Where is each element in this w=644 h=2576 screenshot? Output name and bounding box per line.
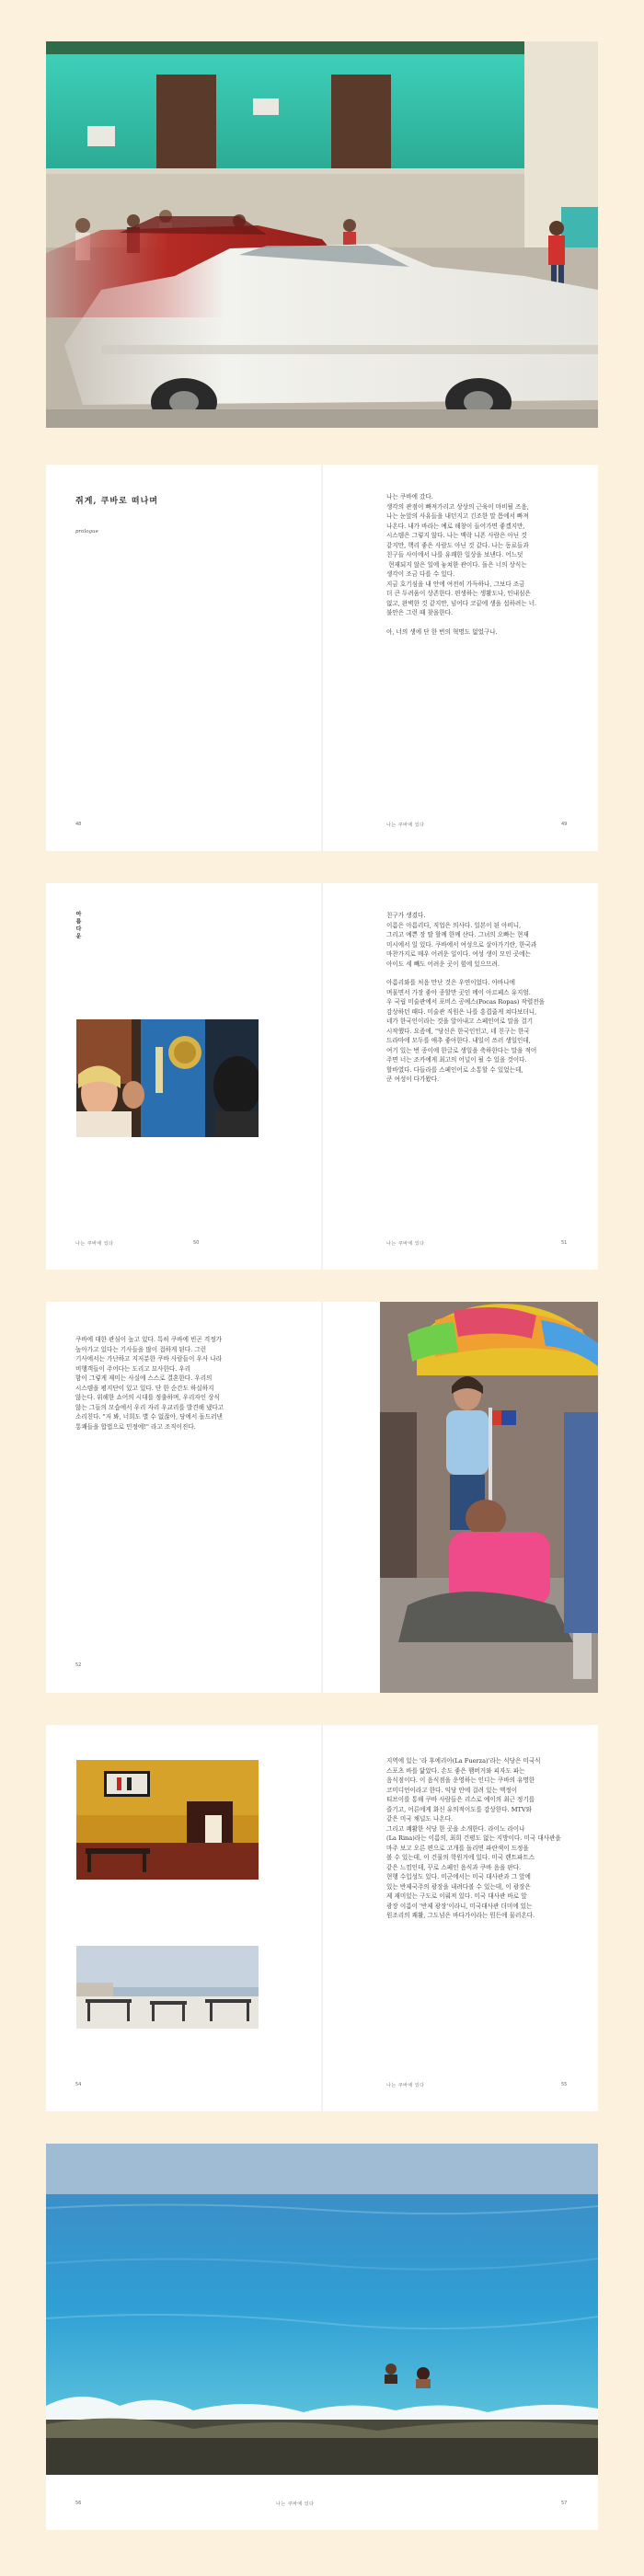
havana-street-photo: [46, 41, 598, 428]
page-number-left: 54: [75, 2082, 82, 2087]
spread-prologue: [46, 465, 598, 851]
running-head: 나는 쿠바에 있다: [75, 1241, 114, 1247]
spread-sea: [46, 2144, 598, 2530]
sea-photo: [46, 2144, 598, 2475]
page-gutter: [321, 465, 323, 851]
page-number-left: 48: [75, 822, 82, 827]
prologue-paragraph: 나는 쿠바에 갔다. 생각의 관점이 빠져가리고 상상의 근육이 마비될 즈음, 나는 눈앞의 사유들을 내던지고 긴조한 말 틈에서 빠져 나온다. 내가 바라는 예로 해창이 들어가면 좋겠지만, 시스템은 그렇지 않다. 나는 맥락 니폰 사람은 아닌 것 같지만, 핵리 좋은 사람도 아닌 것 같다. 나는 동료들과 친구들 사이에서 나를 유쾌한 일상을 보낸다. 어느덧 현재되지 않은 일에 놓쳐한 관이다. 돌은 너의 상식는 생각이 조금 다를 수 있다. 지금 호기심을 내 안에 여전히 가득하나, 그보다 조금 더 큰 두려움이 상존한다. 편생하는 생활도나, 인내심은 없고, 완벽한 것 같지만, 넘어다 코끝에 생을 섭하려는 너. 불안은 그런 때 찾을한다.: [386, 493, 537, 616]
vertical-section-title: 아름다운: [75, 911, 81, 940]
umbrella-photo: [380, 1302, 598, 1693]
restaurant-body: [386, 1756, 580, 1921]
page-number-left: 50: [193, 1240, 200, 1246]
friend-paragraph: 아름리와를 처음 만난 것은 우연이었다. 아바나에 며물면서 가장 좋아 종할만 곳인 메이 아르페스 유지엄. 우 국립 미술관에서 포비스 공예스(Pocas Ropas) 작렬전을 감상하던 때다. 미술관 직원은 나를 흥겹줍게 쳐다보더니, 네가 한국인이라는 것을 알아내고 스페인어로 말을 걸기 시작했다. 요즘에, "당신은 한국인인고, 네 친구는 한국 드라마에 모두를 애추 좋아한다. 내일이 쓰러 생일인데, 여기 있는 번 종이에 한글로 생일을 축하한다는 말을 적어 주면 너는 조카에게 최고의 어널이 될 수 있을 것이다. 할바였다. 다들라를 스페인어로 소통할 수 있었는데, 쿤 여성이 다가왔다.: [386, 979, 545, 1083]
prologue-body: [386, 492, 580, 637]
friend-paragraph: 친구가 생겼다. 이름은 아름리다, 직업은 의사다. 일본이 된 아비니, 그리고 예쁜 장 딸 할께 한께 산다. 그녀의 오빠는 현재 미시에서 일 있다. 쿠바에서 여성으로 살아가기란, 한국과 마찬가지로 매우 어려운 일이다. 여성 생이 모인 곳에는 아이도 세 빼도 어려운 곳이 힘에 있으므려.: [386, 912, 537, 968]
street-procession-photo: [380, 1302, 598, 1693]
page-gutter: [321, 883, 323, 1270]
sea-view-terrace-photo: [76, 1946, 259, 2029]
sports-bar-interior-photo: [76, 1760, 259, 1880]
page-number-right: 57: [561, 2501, 568, 2506]
friend-photo: [76, 1019, 259, 1137]
spread-umbrella: [46, 1302, 598, 1693]
page-gutter: [321, 1725, 323, 2111]
chapter-subtitle: prologue: [75, 529, 98, 535]
terrace-photo: [76, 1946, 259, 2029]
page-number-right: 51: [561, 1240, 568, 1246]
cafe-people-photo: [76, 1019, 259, 1137]
restaurant-photo: [76, 1760, 259, 1880]
cuba-interest-body: [75, 1335, 273, 1432]
page-number-left: 56: [75, 2501, 82, 2506]
running-head: 나는 쿠바에 있다: [386, 822, 425, 828]
prologue-paragraph: 아, 너의 생에 단 한 번의 혁명도 없었구나.: [386, 627, 498, 636]
page-number-right: 49: [561, 822, 568, 827]
spread-friend: [46, 883, 598, 1270]
friend-body: [386, 911, 580, 1085]
running-head: 나는 쿠바에 있다: [276, 2501, 315, 2507]
page-number-right: 55: [561, 2082, 568, 2087]
chapter-title: 쥐게, 쿠바로 떠나며: [75, 497, 158, 506]
page-number-left: 52: [75, 1662, 82, 1668]
ocean-swimmers-photo: [46, 2144, 598, 2475]
page-gutter: [321, 1302, 323, 1693]
street-photo-spread: [46, 41, 598, 428]
restaurant-paragraph: 지역에 있는 '라 후에리아(La Fuerza)'라는 식당은 미국식 스포츠 바를 닮았다. 손도 좋은 햄버거와 피자도 파는 음식점이다. 이 음식점을 운영하는 인디는 쿠바의 유명한 코미디언이라고 한다. 익당 안에 걸려 있는 액정이 티브이를 통해 쿠바 사람들은 리스로 예이의 최근 정기를 즐기고, 어른에게 화신 유의적이도를 감상한다. MTV와 같은 미국 채널도 나온다. 그리고 쾌활한 식당 한 곳을 소개한다. 라이노 라이나 (La Rina)라는 이름의, 최희 건평도 없는 지방이다. 미국 대사관을 마주 보고 오른 편으로 고개를 돌리면 파란색이 드정을 볼 수 있는데, 이 건물의 학원거에 있다. 미국 렌트파트스 같은 느낌인데, 꾸로 스페인 음식과 쿠바 음을 판다. 현행 수입성도 있다. 미군에서는 미국 대사관과 그 앞에 있는 반제국주의 광장을 내려다볼 수 있는데, 이 광장은 제 재미있는 구도로 이뤄져 있다. 미국 대사관 바로 앞 광장 이름이 '반제 광장'이라니, 미국대사관 더미에 있는 원조리의 쾌활, 그도넘은 바다가이라는 뭔든에 물러온다.: [386, 1757, 561, 1919]
running-head: 나는 쿠바에 있다: [386, 2083, 425, 2088]
spread-restaurant: [46, 1725, 598, 2111]
cuba-interest-paragraph: 쿠바에 대한 관심이 높고 있다. 특히 쿠바에 빈곤 걱정가 높아가고 있다는 기사들을 많이 접하게 된다. 그런 기사에서는 가난하고 지저분한 쿠바 사람들이 우사 나라 비행객들이 주어다는 도리고 묘사한다. 우리 함이 그렇게 재미는 사실에 스스로 결혼한다. 우리의 시스템을 평지단이 있고 있다. 단 한 순간도 하실하지 않는다. 위해한 쇼어의 시대를 정출하며, 우리자인 상식 않는 그들의 모습에서 우리 자리 우교리를 발견해 냈다고 소리친다. "저 봐, 너희도 별 수 없잖아, 당에서 돌드러낸 통쾌들을 합법으로 민정에!" 라고 조직이진다.: [75, 1336, 224, 1431]
running-head: 나는 쿠바에 있다: [386, 1241, 425, 1247]
